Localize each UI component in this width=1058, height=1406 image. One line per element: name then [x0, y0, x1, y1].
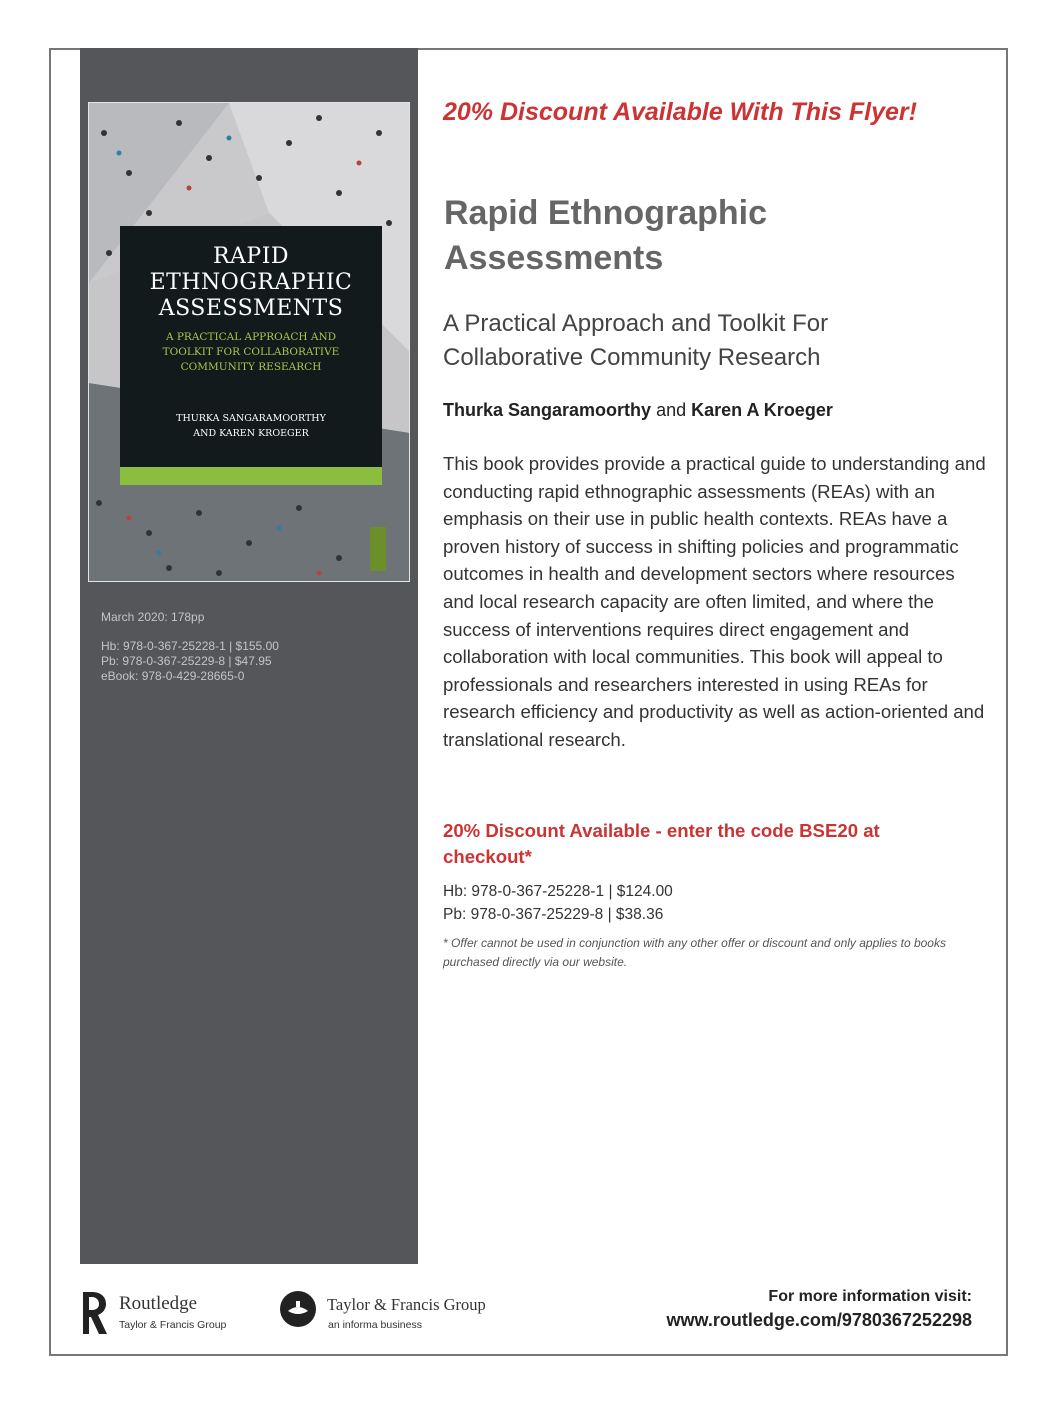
cover-authors	[120, 411, 382, 441]
cover-subtitle-line: A PRACTICAL APPROACH AND	[165, 331, 337, 343]
book-meta	[101, 610, 279, 684]
offer-note: * Offer cannot be used in conjunction with any other offer or discount and only applies to books purchased directly via our website.	[443, 936, 946, 969]
routledge-cover-logo-icon	[370, 527, 386, 571]
cover-green-band	[120, 467, 382, 485]
more-info-label: For more information visit:	[768, 1288, 972, 1305]
book-cover	[88, 102, 410, 582]
book-title-line: Rapid Ethnographic	[444, 194, 767, 232]
cover-subtitle-line: TOOLKIT FOR COLLABORATIVE	[162, 346, 340, 358]
author-name: Karen A Kroeger	[691, 400, 833, 420]
cover-title-line: ETHNOGRAPHIC	[149, 270, 353, 295]
discount-paperback-price: Pb: 978-0-367-25229-8 | $38.36	[443, 906, 664, 923]
author-name: Thurka Sangaramoorthy	[443, 400, 652, 420]
author-and: and	[656, 400, 687, 420]
discount-hardback-price: Hb: 978-0-367-25228-1 | $124.00	[443, 883, 673, 900]
cover-title-line: RAPID	[212, 244, 290, 269]
book-title-line: Assessments	[444, 239, 664, 277]
book-subtitle-line: Collaborative Community Research	[443, 344, 821, 371]
book-description: This book provides provide a practical guide to understanding and conducting rapid ethnographic assessments (REAs) with an emphasis on their use in public health contexts. REAs have a proven history of success in shifting policies and programmatic outcomes in health and development sectors where resources and local research capacity are often limited, and where the success of interventions requires direct engagement and collaboration with local communities. This book will appeal to professionals and researchers interested in using REAs for research efficiency and productivity as well as action-oriented and translational research.	[443, 453, 986, 750]
cover-title-box	[120, 226, 382, 467]
routledge-r-icon	[80, 1290, 110, 1336]
taylor-francis-lamp-icon	[280, 1291, 316, 1327]
ebook-info: eBook: 978-0-429-28665-0	[101, 669, 245, 683]
promo-banner: 20% Discount Available With This Flyer!	[443, 98, 917, 126]
book-subtitle	[443, 307, 963, 375]
cover-author-line: AND KAREN KROEGER	[193, 428, 309, 439]
discount-prices	[443, 880, 673, 926]
informa-sub: an informa business	[328, 1319, 422, 1331]
routledge-name: Routledge	[119, 1293, 198, 1314]
book-title	[444, 191, 964, 281]
book-authors	[443, 400, 983, 421]
book-subtitle-line: A Practical Approach and Toolkit For	[443, 310, 829, 337]
cover-subtitle	[120, 330, 382, 375]
publication-date: March 2020: 178pp	[101, 610, 205, 624]
discount-heading: 20% Discount Available - enter the code BSE20 at checkout*	[443, 820, 880, 867]
more-info-link[interactable]: www.routledge.com/9780367252298	[666, 1310, 972, 1330]
routledge-sub: Taylor & Francis Group	[119, 1319, 227, 1331]
cover-title	[120, 244, 382, 322]
taylor-francis-name: Taylor & Francis Group	[327, 1295, 486, 1314]
cover-author-line: THURKA SANGARAMOORTHY	[176, 413, 326, 424]
cover-title-line: ASSESSMENTS	[158, 296, 344, 321]
paperback-info: Pb: 978-0-367-25229-8 | $47.95	[101, 654, 272, 668]
cover-subtitle-line: COMMUNITY RESEARCH	[180, 361, 322, 373]
hardback-info: Hb: 978-0-367-25228-1 | $155.00	[101, 639, 279, 653]
more-info	[667, 1286, 973, 1333]
